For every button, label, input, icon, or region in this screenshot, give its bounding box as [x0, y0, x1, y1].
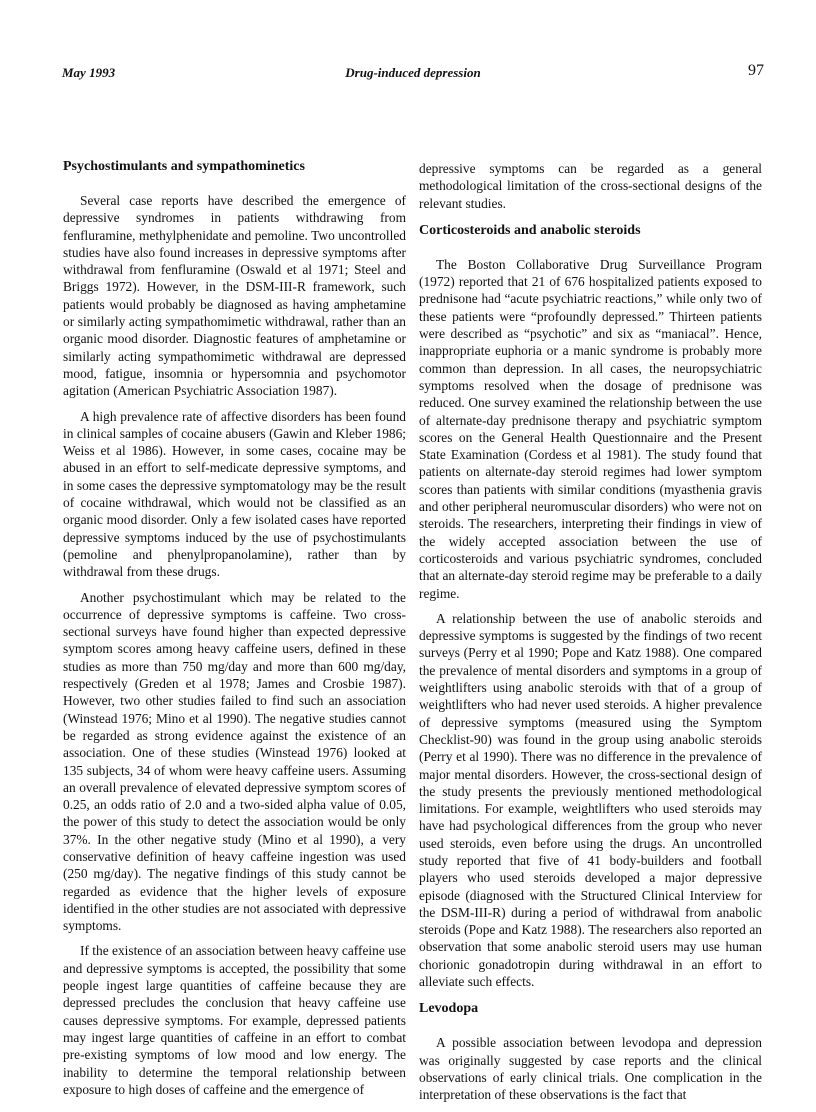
body-paragraph: The Boston Collaborative Drug Surveillance Program (1972) reported that 21 of 676 hospitalized patients exposed to prednisone had “acute psychiatric reactions,” while only two of these patients were “profoundly depressed.” Thirteen patients were described as “psychotic” and six as “maniacal”. Hence, inappropriate euphoria or a manic syndrome is probably more common than depression. In all cases, the neuropsychiatric symptoms resolved when the dosage of prednisone was reduced. One survey examined the relationship between the use of alternate-day prednisone therapy and psychiatric symptom scores on the General Health Questionnaire and the Present State Examination (Cordess et al 1981). The study found that patients on alternate-day steroid regimes had lower symptom scores than patients with similar conditions (myasthenia gravis and other peripheral neuromuscular disorders) who were not on steroids. The researchers, interpreting their findings in view of the widely accepted association between the use of corticosteroids and various psychiatric syndromes, concluded that an alternate-day steroid regime may be preferable to a daily regime. — [419, 256, 762, 601]
right-column — [419, 160, 762, 1112]
header-date: May 1993 — [62, 65, 116, 80]
body-paragraph: A high prevalence rate of affective disorders has been found in clinical samples of cocaine abusers (Gawin and Kleber 1986; Weiss et al 1986). However, in some cases, cocaine may be abused in an effort to self-medicate depressive symptoms, and in some cases the depressive symptomatology may be the result of cocaine withdrawal, which would not be classified as an organic mood disorder. Only a few isolated cases have reported depressive symptoms induced by the use of psychostimulants (pemoline and phenylpropanolamine), rather than by withdrawal from these drugs. — [63, 408, 406, 580]
body-paragraph-continuation: depressive symptoms can be regarded as a general methodological limitation of the cross-sectional designs of the relevant studies. — [419, 161, 762, 211]
section-heading-psychostimulants: Psychostimulants and sympathominetics — [63, 159, 305, 174]
body-paragraph: A possible association between levodopa and depression was originally suggested by case reports and the clinical observations of early clinical trials. One complication in the interpretation of these observations is the fact that — [419, 1035, 762, 1103]
header-running-title: Drug-induced depression — [345, 65, 481, 80]
body-paragraph: Several case reports have described the emergence of depressive syndromes in patients withdrawing from fenfluramine, methylphenidate and pemoline. Two uncontrolled studies have also found increases in depressive symptoms after withdrawal from fenfluramine (Oswald et al 1971; Steel and Briggs 1972). However, in the DSM-III-R framework, such patients would probably be diagnosed as having amphetamine or similarly acting sympathomimetic withdrawal, rather than an organic mood disorder. Diagnostic features of amphetamine or similarly acting sympathomimetic withdrawal are depressed mood, fatigue, insomnia or hypersomnia and psychomotor agitation (American Psychiatric Association 1987). — [63, 193, 406, 399]
body-paragraph: A relationship between the use of anabolic steroids and depressive symptoms is suggested by the findings of two recent surveys (Perry et al 1990; Pope and Katz 1988). One compared the prevalence of mental disorders and symptoms in a group of weightlifters using anabolic steroids with that of a group of weightlifters who had never used steroids. A higher prevalence of depressive symptoms (measured using the Symptom Checklist-90) was found in the group using anabolic steroids (Perry et al 1990). There was no difference in the prevalence of major mental disorders. However, the cross-sectional design of the study presents the previously mentioned methodological limitations. For example, weightlifters who used steroids may have had psychological differences from the group who never used steroids, even before using the drugs. An uncontrolled study reported that five of 41 body-builders and football players who used steroids developed a major depressive episode (diagnosed with the Structured Clinical Interview for the DSM-III-R) during a period of withdrawal from anabolic steroids (Pope and Katz 1988). The researchers also reported an observation that some anabolic steroid users may use human chorionic gonadotropin during withdrawal in an effort to alleviate such effects. — [419, 610, 762, 990]
body-paragraph: Another psychostimulant which may be related to the occurrence of depressive symptoms is caffeine. Two cross-sectional surveys have found higher than expected depressive symptom scores among heavy caffeine users, defined in these studies as more than 750 mg/day and more than 600 mg/day, respectively (Greden et al 1978; James and Crosbie 1987). However, two other studies failed to find such an association (Winstead 1976; Mino et al 1990). The negative studies cannot be regarded as strong evidence against the existence of an association. One of these studies (Winstead 1976) looked at 135 subjects, 34 of whom were heavy caffeine users. Assuming an overall prevalence of elevated depressive symptom scores of 0.25, an odds ratio of 2.0 and a two-sided alpha value of 0.05, the power of this study to detect the association would be only 37%. In the other negative study (Mino et al 1990), a very conservative definition of heavy caffeine ingestion was used (250 mg/day). The negative findings of this study cannot be regarded as evidence that the higher levels of exposure identified in the other studies are not associated with depressive symptoms. — [63, 589, 406, 934]
body-paragraph: If the existence of an association between heavy caffeine use and depressive symptoms is accepted, the possibility that some people ingest large quantities of caffeine because they are depressed precludes the conclusion that heavy caffeine use causes depressive symptoms. For example, depressed patients may ingest large quantities of caffeine in an effort to combat pre-existing symptoms of low mood and low energy. The inability to determine the temporal relationship between exposure to high doses of caffeine and the emergence of — [63, 943, 406, 1097]
section-heading-corticosteroids: Corticosteroids and anabolic steroids — [419, 222, 641, 238]
page-number: 97 — [748, 62, 764, 79]
left-column — [63, 158, 406, 1106]
running-header — [62, 62, 764, 82]
section-heading-levodopa: Levodopa — [419, 1001, 479, 1017]
